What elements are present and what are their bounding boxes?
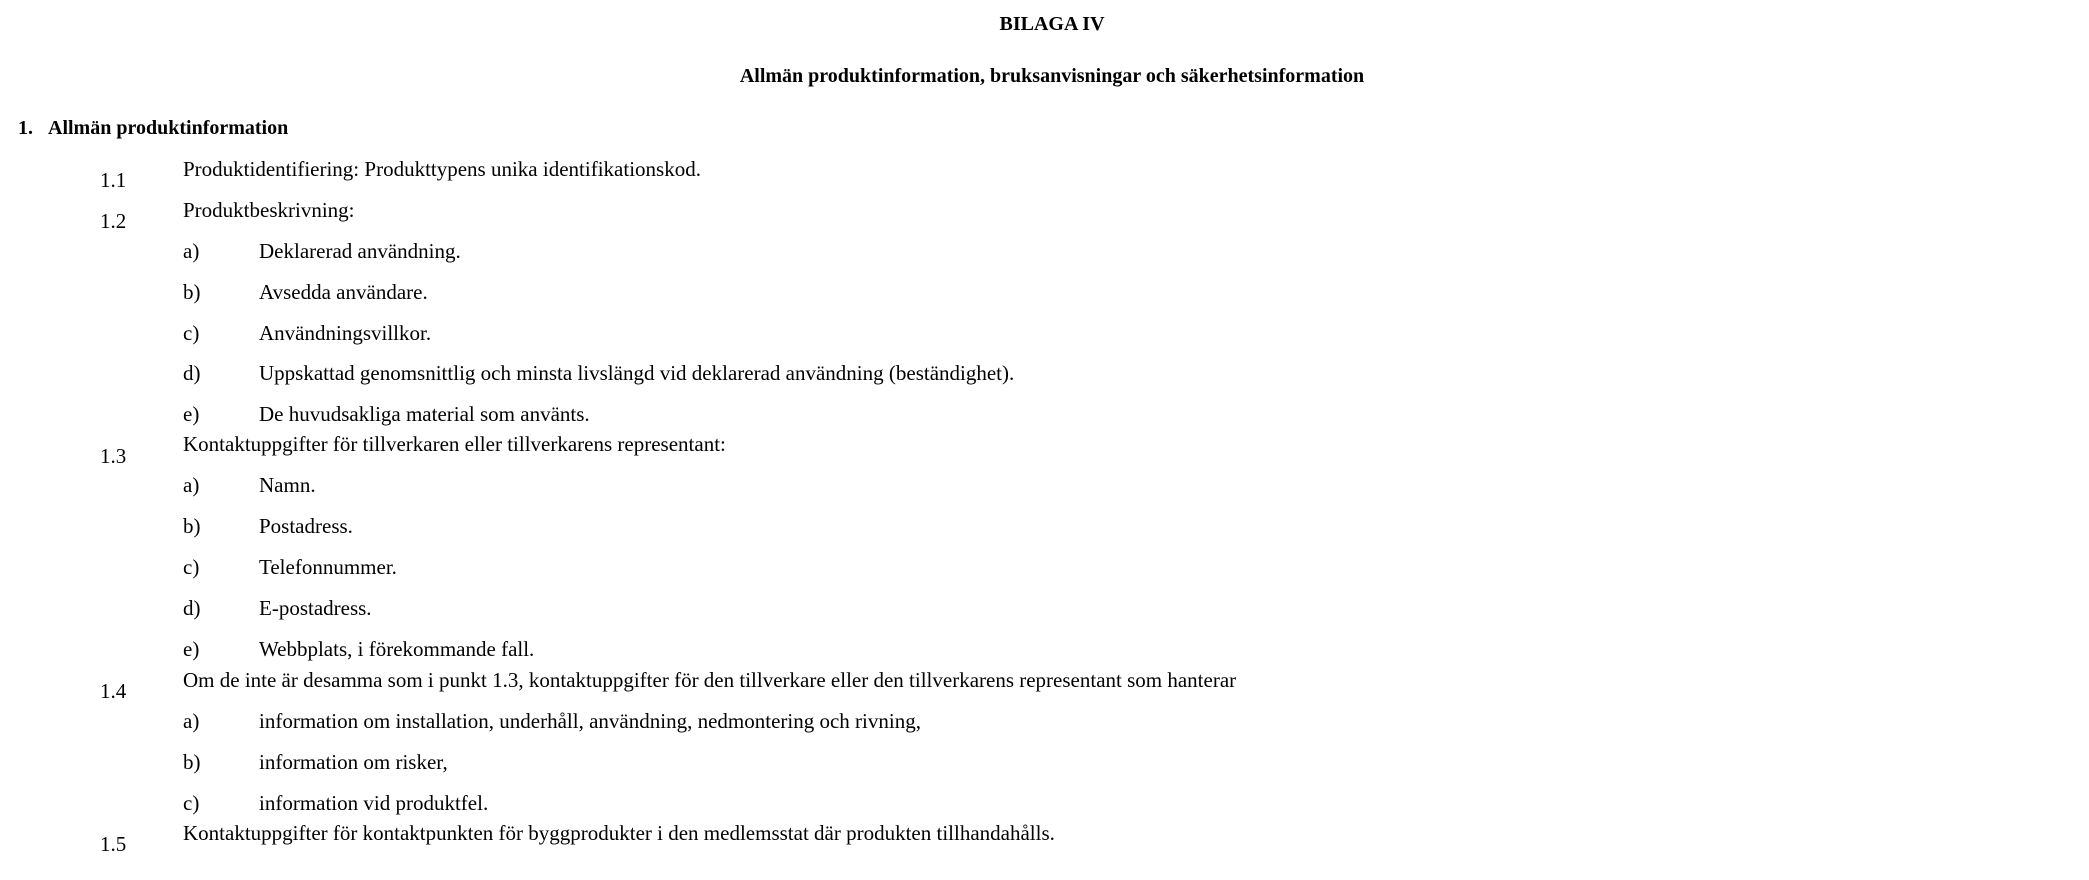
clause-text: Kontaktuppgifter för tillverkaren eller tillverkarens representant: (183, 432, 726, 456)
list-item-text: E-postadress. (259, 596, 372, 620)
list-item-text: Användningsvillkor. (259, 321, 432, 345)
list-item-letter: c) (183, 555, 200, 579)
list-item-letter: b) (183, 750, 201, 774)
list-item-text: Webbplats, i förekommande fall. (259, 637, 535, 661)
clause-text: Kontaktuppgifter för kontaktpunkten för byggprodukter i den medlemsstat där produkten tillhandahålls. (183, 821, 1055, 845)
list-item-letter: d) (183, 596, 201, 620)
list-item-text: Namn. (259, 473, 316, 497)
list-item-letter: e) (183, 637, 200, 661)
list-item-text: Telefonnummer. (259, 555, 397, 579)
list-item-text: Uppskattad genomsnittlig och minsta livslängd vid deklarerad användning (beständighet). (259, 361, 1015, 385)
clause-number: 1.5 (100, 832, 127, 856)
section-heading: Allmän produktinformation (48, 117, 289, 139)
list-item-letter: b) (183, 514, 201, 538)
list-item-letter: e) (183, 402, 200, 426)
list-item-text: information om installation, underhåll, användning, nedmontering och rivning, (259, 709, 921, 733)
clause-number: 1.4 (100, 679, 127, 703)
list-item-letter: c) (183, 321, 200, 345)
clause-text: Produktbeskrivning: (183, 198, 355, 222)
section-number: 1. (18, 117, 33, 139)
list-item-text: Avsedda användare. (259, 280, 428, 304)
list-item-letter: a) (183, 473, 200, 497)
list-item-text: information om risker, (259, 750, 448, 774)
list-item-text: information vid produktfel. (259, 791, 489, 815)
clause-number: 1.2 (100, 209, 127, 233)
clause-text: Om de inte är desamma som i punkt 1.3, kontaktuppgifter för den tillverkare eller den tillverkarens representant som hanterar (183, 668, 1237, 692)
list-item-letter: c) (183, 791, 200, 815)
clause-number: 1.1 (100, 168, 127, 192)
annex-subtitle: Allmän produktinformation, bruksanvisningar och säkerhetsinformation (739, 65, 1365, 87)
annex-title: BILAGA IV (999, 13, 1105, 35)
list-item-letter: a) (183, 239, 200, 263)
clause-text: Produktidentifiering: Produkttypens unika identifikationskod. (183, 157, 701, 181)
list-item-letter: b) (183, 280, 201, 304)
list-item-text: Deklarerad användning. (259, 239, 461, 263)
list-item-text: De huvudsakliga material som använts. (259, 402, 590, 426)
list-item-text: Postadress. (259, 514, 353, 538)
list-item-letter: d) (183, 361, 201, 385)
list-item-letter: a) (183, 709, 200, 733)
clause-number: 1.3 (100, 444, 127, 468)
